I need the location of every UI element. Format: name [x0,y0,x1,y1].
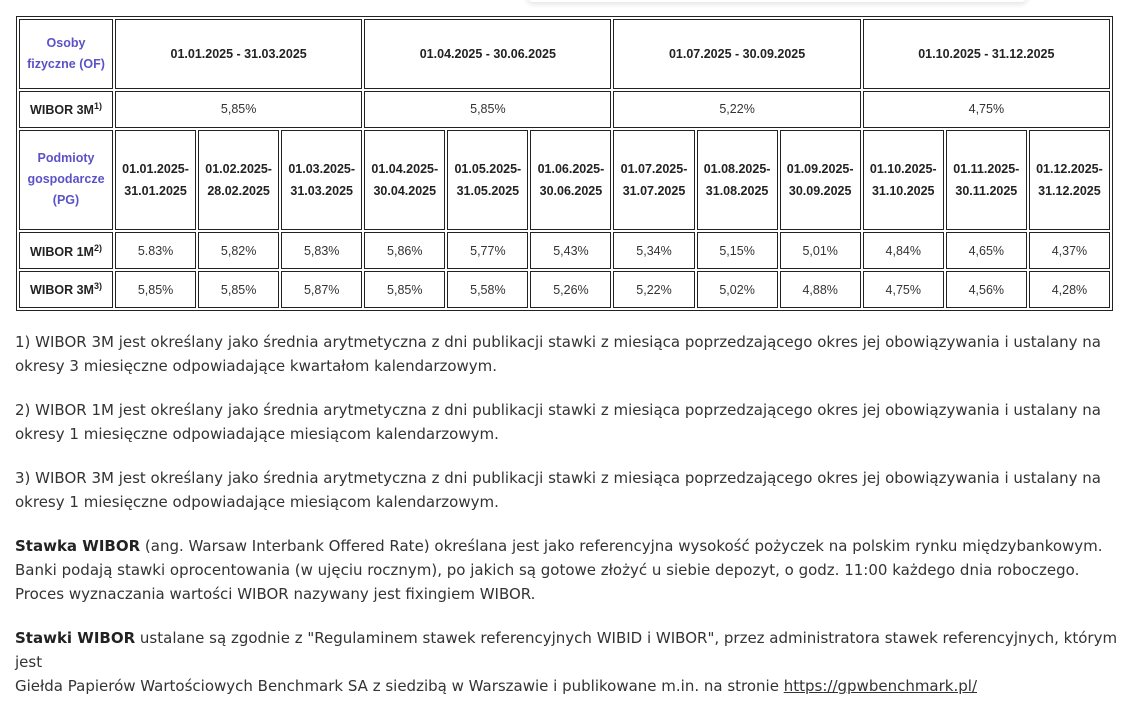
quarter-header-q4: 01.10.2025 - 31.12.2025 [863,19,1110,89]
wibor3m-pg-value: 5,26% [530,271,611,308]
month-from: 01.12.2025- [1036,161,1103,176]
wibor3m-pg-value: 4,88% [780,271,861,308]
row-label: WIBOR 1M [30,244,94,259]
wibor1m-value: 4,65% [946,232,1027,269]
month-from: 01.05.2025- [454,161,522,176]
table-row [19,271,1110,308]
footnote-marker: 2) [93,242,102,253]
definition-line2: Banki podają stawki oprocentowania (w ujęciu rocznym), po jakich są gotowe złożyć u siebie depozyt, o godz. 11:00 każdego dnia roboczego. [15,561,1080,579]
footnote-3 [15,466,1125,514]
wibor-regulation-paragraph [15,626,1125,698]
month-to: 30.11.2025 [955,183,1018,198]
footnote-3-line1: 3) WIBOR 3M jest określany jako średnia arytmetyczna z dni publikacji stawki z miesiąca poprzedzającego okres jej obowiązywania i ustalany na [15,469,1101,487]
wibor3m-of-q1: 5,85% [115,91,362,128]
wibor1m-value: 5,34% [613,232,694,269]
wibor3m-pg-value: 5,02% [697,271,778,308]
wibor1m-value: 5,77% [447,232,528,269]
month-to: 30.04.2025 [373,183,437,198]
month-to: 31.03.2025 [290,183,353,198]
wibor3m-of-q4: 4,75% [863,91,1110,128]
month-header [447,130,528,231]
month-to: 31.07.2025 [622,183,686,198]
month-header [946,130,1027,231]
table-row [19,19,1110,89]
top-panel-shadow [527,0,1027,2]
wibor3m-pg-value: 5,87% [281,271,362,308]
month-from: 01.09.2025- [786,161,854,176]
month-to: 31.01.2025 [124,183,187,198]
pg-label-line2: gospodarcze [27,172,105,187]
month-from: 01.10.2025- [869,161,937,176]
month-to: 30.09.2025 [788,183,852,198]
wibor1m-value: 4,37% [1029,232,1110,269]
table-row [19,130,1110,231]
footnote-1 [15,330,1125,378]
month-from: 01.11.2025- [953,161,1020,176]
of-label-line1: Osoby [46,35,86,50]
month-to: 31.10.2025 [871,183,935,198]
wibor-term-bold: Stawka WIBOR [15,537,141,555]
row-label: WIBOR 3M [30,103,94,118]
definition-line1: (ang. Warsaw Interbank Offered Rate) określana jest jako referencyjna wysokość pożyczek na polskim rynku międzybankowym. [140,537,1103,555]
wibor1m-label-cell [19,232,113,269]
footnote-2 [15,398,1125,446]
wibor3m-pg-value: 4,56% [946,271,1027,308]
month-header [697,130,778,231]
month-to: 28.02.2025 [207,183,270,198]
month-from: 01.01.2025- [122,161,189,176]
wibor3m-pg-label-cell [19,271,113,308]
footnote-1-line1: 1) WIBOR 3M jest określany jako średnia arytmetyczna z dni publikacji stawki z miesiąca poprzedzającego okres jej obowiązywania i ustalany na [15,333,1101,351]
wibor3m-pg-value: 4,75% [863,271,944,308]
footnote-3-line2: okresy 1 miesięczne odpowiadające miesiącom kalendarzowym. [15,493,499,511]
month-header [780,130,861,231]
wibor1m-value: 5,15% [697,232,778,269]
quarter-header-q1: 01.01.2025 - 31.03.2025 [115,19,362,89]
pg-label-line1: Podmioty [37,151,95,166]
wibor1m-value: 4,84% [863,232,944,269]
wibor3m-pg-value: 5,85% [198,271,279,308]
regulation-line1: ustalane są zgodnie z "Regulaminem stawek referencyjnych WIBID i WIBOR", przez administratora stawek referencyjnych, którym jest [15,629,1118,671]
wibor3m-pg-value: 5,22% [613,271,694,308]
month-header [613,130,694,231]
month-from: 01.04.2025- [371,161,439,176]
month-header [198,130,279,231]
wibor3m-of-q3: 5,22% [613,91,860,128]
definition-line3: Proces wyznaczania wartości WIBOR nazywany jest fixingiem WIBOR. [15,585,536,603]
month-from: 01.08.2025- [703,161,771,176]
wibor-rates-table [16,16,1113,311]
wibor1m-value: 5,82% [198,232,279,269]
wibor3m-pg-value: 4,28% [1029,271,1110,308]
wibor1m-value: 5,83% [281,232,362,269]
month-from: 01.03.2025- [288,161,356,176]
wibor3m-pg-value: 5,85% [364,271,445,308]
wibor3m-of-label-cell [19,91,113,128]
table-row [19,91,1110,128]
wibor3m-of-q2: 5,85% [364,91,611,128]
month-from: 01.02.2025- [205,161,272,176]
wibor3m-pg-value: 5,58% [447,271,528,308]
month-header [364,130,445,231]
month-to: 31.12.2025 [1038,183,1101,198]
of-label-line2: fizyczne (OF) [27,56,105,71]
table-row [19,232,1110,269]
footnote-1-line2: okresy 3 miesięczne odpowiadające kwartałom kalendarzowym. [15,357,498,375]
footnote-marker: 1) [93,101,102,112]
wibor1m-value: 5,86% [364,232,445,269]
pg-header-cell [19,130,113,231]
month-to: 31.08.2025 [705,183,769,198]
wibor1m-value: 5.83% [115,232,196,269]
notes-section [15,330,1125,718]
wibor-rates-term-bold: Stawki WIBOR [15,629,136,647]
footnote-marker: 3) [93,281,102,292]
month-header [863,130,944,231]
month-to: 30.06.2025 [539,183,603,198]
regulation-line2: Giełda Papierów Wartościowych Benchmark SA z siedzibą w Warszawie i publikowane m.in. na stronie [15,677,784,695]
month-header [281,130,362,231]
footnote-2-line1: 2) WIBOR 1M jest określany jako średnia arytmetyczna z dni publikacji stawki z miesiąca poprzedzającego okres jej obowiązywania i ustalany na [15,401,1101,419]
wibor-definition-paragraph [15,534,1125,606]
gpw-benchmark-link[interactable]: https://gpwbenchmark.pl/ [783,677,977,695]
month-from: 01.06.2025- [537,161,605,176]
month-to: 31.05.2025 [456,183,520,198]
month-header [115,130,196,231]
wibor3m-pg-value: 5,85% [115,271,196,308]
of-header-cell [19,19,113,89]
month-header [530,130,611,231]
quarter-header-q2: 01.04.2025 - 30.06.2025 [364,19,611,89]
wibor1m-value: 5,01% [780,232,861,269]
quarter-header-q3: 01.07.2025 - 30.09.2025 [613,19,860,89]
pg-label-line3: (PG) [52,193,80,208]
row-label: WIBOR 3M [30,283,94,298]
month-from: 01.07.2025- [620,161,688,176]
footnote-2-line2: okresy 1 miesięczne odpowiadające miesiącom kalendarzowym. [15,425,499,443]
wibor1m-value: 5,43% [530,232,611,269]
month-header [1029,130,1110,231]
